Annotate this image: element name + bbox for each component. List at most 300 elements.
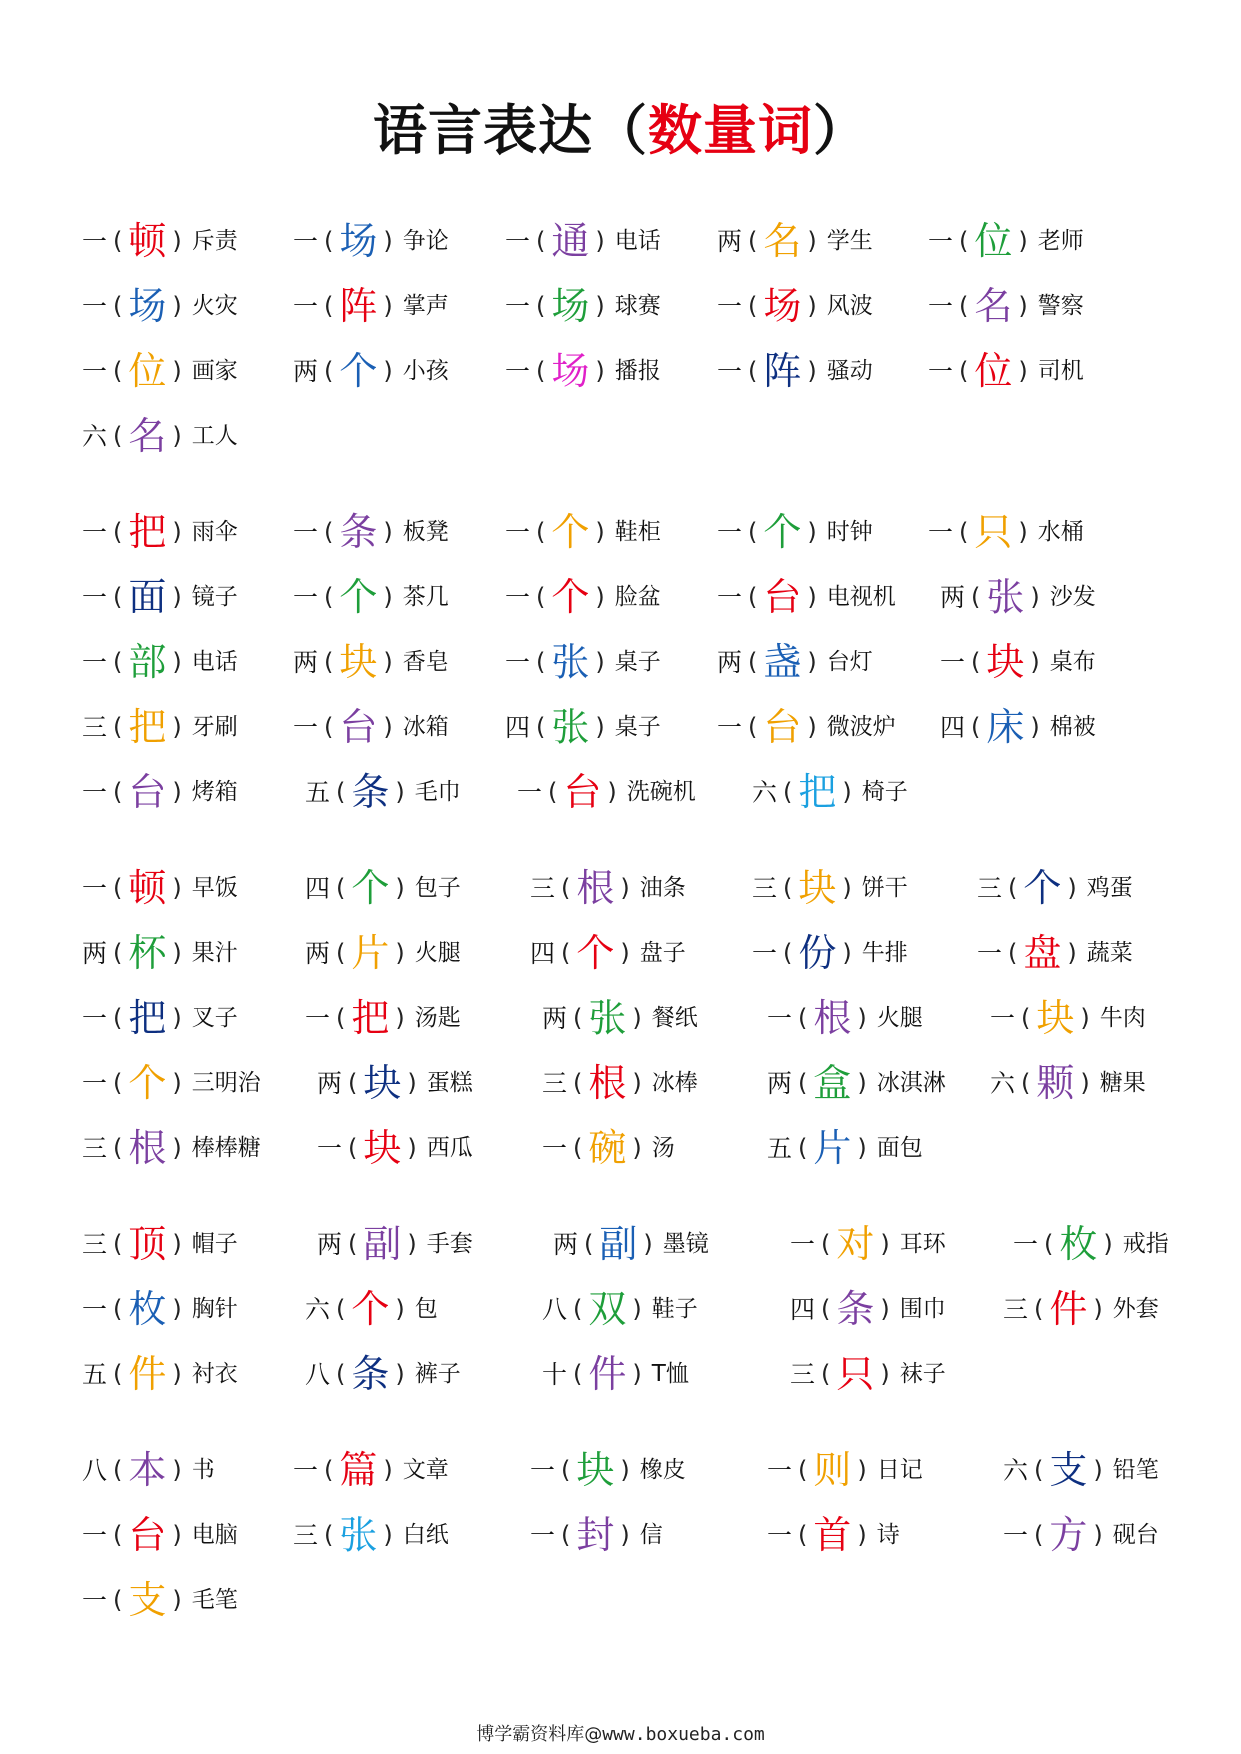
numeral: 两: [767, 1068, 793, 1098]
measure-word: 件: [1049, 1287, 1088, 1331]
measure-word: 条: [351, 1352, 390, 1396]
left-paren: (: [113, 713, 123, 741]
numeral: 一: [717, 712, 743, 742]
left-paren: (: [536, 227, 546, 255]
measure-word-entry: [82, 699, 238, 755]
footer-label: 博学霸资料库@: [476, 1724, 603, 1745]
numeral: 一: [940, 647, 966, 677]
measure-word-entry: [717, 343, 873, 399]
left-paren: (: [536, 648, 546, 676]
right-paren: ): [172, 518, 182, 546]
measure-word: 只: [974, 510, 1013, 554]
measure-word-entry: [505, 504, 661, 560]
left-paren: (: [573, 1134, 583, 1162]
left-paren: (: [971, 648, 981, 676]
numeral: 五: [82, 1359, 108, 1389]
noun: 外套: [1112, 1295, 1159, 1322]
noun: 信: [639, 1521, 663, 1548]
noun: 墨镜: [662, 1230, 709, 1257]
measure-word-entry: [82, 1281, 238, 1337]
left-paren: (: [748, 292, 758, 320]
measure-word: 件: [128, 1352, 167, 1396]
noun: 学生: [826, 227, 873, 254]
measure-word-entry: [990, 990, 1146, 1046]
noun: 鸡蛋: [1086, 874, 1133, 901]
measure-word-entry: [542, 1346, 689, 1402]
left-paren: (: [113, 1069, 123, 1097]
numeral: 一: [928, 226, 954, 256]
numeral: 一: [717, 517, 743, 547]
left-paren: (: [748, 583, 758, 611]
measure-word-entry: [977, 925, 1133, 981]
numeral: 一: [293, 582, 319, 612]
numeral: 一: [82, 1294, 108, 1324]
noun: 袜子: [899, 1360, 946, 1387]
right-paren: ): [595, 227, 605, 255]
measure-word: 把: [128, 996, 167, 1040]
measure-word: 通: [551, 219, 590, 263]
left-paren: (: [113, 357, 123, 385]
noun: 司机: [1037, 357, 1084, 384]
measure-word: 面: [128, 575, 167, 619]
noun: 鞋子: [651, 1295, 698, 1322]
measure-word: 块: [339, 640, 378, 684]
measure-word-entry: [82, 1507, 238, 1563]
left-paren: (: [1034, 1521, 1044, 1549]
numeral: 一: [505, 226, 531, 256]
right-paren: ): [172, 422, 182, 450]
right-paren: ): [880, 1295, 890, 1323]
measure-word: 台: [339, 705, 378, 749]
numeral: 四: [505, 712, 531, 742]
measure-word: 顶: [128, 1222, 167, 1266]
right-paren: ): [395, 874, 405, 902]
noun: 橡皮: [639, 1456, 686, 1483]
left-paren: (: [798, 1521, 808, 1549]
right-paren: ): [407, 1230, 417, 1258]
right-paren: ): [1093, 1521, 1103, 1549]
numeral: 一: [82, 873, 108, 903]
numeral: 三: [293, 1520, 319, 1550]
numeral: 三: [82, 1229, 108, 1259]
numeral: 三: [82, 712, 108, 742]
left-paren: (: [821, 1360, 831, 1388]
measure-word-entry: [305, 860, 461, 916]
noun: 警察: [1037, 292, 1084, 319]
measure-word: 副: [599, 1222, 638, 1266]
numeral: 一: [293, 1455, 319, 1485]
noun: 掌声: [402, 292, 449, 319]
measure-word-entry: [82, 1442, 215, 1498]
measure-word-entry: [82, 764, 238, 820]
noun: 餐纸: [651, 1004, 698, 1031]
measure-word-entry: [1003, 1507, 1159, 1563]
right-paren: ): [1067, 874, 1077, 902]
left-paren: (: [113, 1521, 123, 1549]
measure-word: 枚: [1059, 1222, 1098, 1266]
left-paren: (: [1034, 1295, 1044, 1323]
measure-word-entry: [767, 1055, 946, 1111]
noun: 包子: [414, 874, 461, 901]
measure-word-entry: [542, 1281, 698, 1337]
left-paren: (: [561, 874, 571, 902]
right-paren: ): [643, 1230, 653, 1258]
right-paren: ): [407, 1134, 417, 1162]
measure-word: 片: [813, 1126, 852, 1170]
measure-word-entry: [82, 504, 238, 560]
measure-word: 张: [588, 996, 627, 1040]
noun: 诗: [876, 1521, 900, 1548]
numeral: 三: [530, 873, 556, 903]
left-paren: (: [113, 874, 123, 902]
numeral: 一: [293, 291, 319, 321]
right-paren: ): [842, 874, 852, 902]
numeral: 六: [82, 421, 108, 451]
noun: T恤: [651, 1360, 689, 1387]
right-paren: ): [172, 1456, 182, 1484]
right-paren: ): [595, 292, 605, 320]
right-paren: ): [383, 292, 393, 320]
left-paren: (: [113, 1134, 123, 1162]
right-paren: ): [383, 518, 393, 546]
numeral: 两: [717, 647, 743, 677]
measure-word: 只: [836, 1352, 875, 1396]
numeral: 两: [293, 647, 319, 677]
numeral: 一: [305, 1003, 331, 1033]
numeral: 六: [990, 1068, 1016, 1098]
title-suffix: ）: [813, 99, 868, 162]
right-paren: ): [632, 1069, 642, 1097]
measure-word: 个: [551, 510, 590, 554]
numeral: 一: [977, 938, 1003, 968]
measure-word: 杯: [128, 931, 167, 975]
measure-word: 阵: [763, 349, 802, 393]
measure-word: 颗: [1036, 1061, 1075, 1105]
measure-word-entry: [505, 634, 661, 690]
left-paren: (: [748, 518, 758, 546]
measure-word: 双: [588, 1287, 627, 1331]
numeral: 四: [790, 1294, 816, 1324]
right-paren: ): [383, 648, 393, 676]
numeral: 一: [82, 647, 108, 677]
numeral: 五: [305, 777, 331, 807]
measure-word: 个: [351, 866, 390, 910]
noun: 戒指: [1122, 1230, 1169, 1257]
right-paren: ): [395, 939, 405, 967]
noun: 洗碗机: [626, 778, 696, 805]
measure-word: 阵: [339, 284, 378, 328]
measure-word: 对: [836, 1222, 875, 1266]
right-paren: ): [807, 583, 817, 611]
noun: 板凳: [402, 518, 449, 545]
measure-word: 台: [128, 1513, 167, 1557]
right-paren: ): [1067, 939, 1077, 967]
noun: 风波: [826, 292, 873, 319]
numeral: 三: [82, 1133, 108, 1163]
noun: 糖果: [1099, 1069, 1146, 1096]
numeral: 两: [542, 1003, 568, 1033]
measure-word-entry: [790, 1346, 946, 1402]
measure-word: 盏: [763, 640, 802, 684]
left-paren: (: [113, 778, 123, 806]
numeral: 一: [717, 356, 743, 386]
measure-word: 盒: [813, 1061, 852, 1105]
measure-word-entry: [82, 1572, 238, 1628]
measure-word-entry: [305, 1281, 438, 1337]
measure-word-entry: [82, 343, 238, 399]
left-paren: (: [783, 874, 793, 902]
numeral: 三: [752, 873, 778, 903]
right-paren: ): [172, 227, 182, 255]
noun: 牙刷: [191, 713, 238, 740]
left-paren: (: [113, 939, 123, 967]
numeral: 一: [317, 1133, 343, 1163]
noun: 早饭: [191, 874, 238, 901]
numeral: 三: [1003, 1294, 1029, 1324]
numeral: 八: [305, 1359, 331, 1389]
measure-word-entry: [542, 1055, 698, 1111]
measure-word: 支: [1049, 1448, 1088, 1492]
measure-word: 位: [974, 349, 1013, 393]
right-paren: ): [632, 1360, 642, 1388]
left-paren: (: [336, 1295, 346, 1323]
left-paren: (: [348, 1069, 358, 1097]
noun: 围巾: [899, 1295, 946, 1322]
left-paren: (: [113, 292, 123, 320]
right-paren: ): [172, 874, 182, 902]
left-paren: (: [971, 713, 981, 741]
measure-word-entry: [82, 1055, 261, 1111]
noun: 电话: [191, 648, 238, 675]
left-paren: (: [113, 1456, 123, 1484]
numeral: 一: [293, 517, 319, 547]
measure-word: 件: [588, 1352, 627, 1396]
right-paren: ): [383, 357, 393, 385]
right-paren: ): [595, 583, 605, 611]
left-paren: (: [573, 1069, 583, 1097]
right-paren: ): [1018, 227, 1028, 255]
left-paren: (: [798, 1069, 808, 1097]
noun: 饼干: [861, 874, 908, 901]
noun: 时钟: [826, 518, 873, 545]
measure-word: 台: [763, 575, 802, 619]
right-paren: ): [620, 939, 630, 967]
left-paren: (: [336, 939, 346, 967]
measure-word-entry: [293, 634, 449, 690]
right-paren: ): [172, 648, 182, 676]
noun: 衬衣: [191, 1360, 238, 1387]
measure-word-entry: [940, 699, 1096, 755]
right-paren: ): [807, 518, 817, 546]
left-paren: (: [821, 1230, 831, 1258]
right-paren: ): [395, 1295, 405, 1323]
numeral: 一: [293, 226, 319, 256]
measure-word-entry: [305, 925, 461, 981]
left-paren: (: [336, 874, 346, 902]
right-paren: ): [172, 1069, 182, 1097]
right-paren: ): [1030, 713, 1040, 741]
measure-word: 位: [128, 349, 167, 393]
numeral: 一: [82, 226, 108, 256]
measure-word-entry: [82, 990, 238, 1046]
numeral: 一: [82, 582, 108, 612]
measure-word-entry: [530, 925, 686, 981]
numeral: 一: [82, 1585, 108, 1615]
left-paren: (: [584, 1230, 594, 1258]
right-paren: ): [172, 1521, 182, 1549]
measure-word-entry: [542, 1120, 675, 1176]
left-paren: (: [113, 422, 123, 450]
left-paren: (: [348, 1230, 358, 1258]
measure-word-entry: [752, 860, 908, 916]
measure-word: 张: [986, 575, 1025, 619]
noun: 叉子: [191, 1004, 238, 1031]
left-paren: (: [573, 1004, 583, 1032]
noun: 火腿: [876, 1004, 923, 1031]
right-paren: ): [395, 1004, 405, 1032]
right-paren: ): [1018, 292, 1028, 320]
noun: 毛巾: [414, 778, 461, 805]
measure-word-entry: [790, 1281, 946, 1337]
measure-word-entry: [293, 278, 449, 334]
left-paren: (: [1034, 1456, 1044, 1484]
measure-word-entry: [928, 213, 1084, 269]
noun: 桌子: [614, 648, 661, 675]
measure-word-entry: [317, 1055, 473, 1111]
numeral: 一: [505, 647, 531, 677]
noun: 脸盆: [614, 583, 661, 610]
measure-word: 个: [339, 575, 378, 619]
measure-word: 个: [763, 510, 802, 554]
numeral: 两: [305, 938, 331, 968]
left-paren: (: [959, 518, 969, 546]
measure-word: 条: [351, 770, 390, 814]
right-paren: ): [857, 1521, 867, 1549]
measure-word: 场: [551, 349, 590, 393]
noun: 耳环: [899, 1230, 946, 1257]
measure-word-entry: [553, 1216, 709, 1272]
left-paren: (: [1044, 1230, 1054, 1258]
noun: 雨伞: [191, 518, 238, 545]
left-paren: (: [113, 227, 123, 255]
numeral: 一: [530, 1520, 556, 1550]
right-paren: ): [632, 1134, 642, 1162]
left-paren: (: [113, 518, 123, 546]
right-paren: ): [383, 583, 393, 611]
measure-word: 盘: [1023, 931, 1062, 975]
right-paren: ): [595, 648, 605, 676]
left-paren: (: [113, 1586, 123, 1614]
left-paren: (: [536, 713, 546, 741]
right-paren: ): [172, 357, 182, 385]
left-paren: (: [113, 1230, 123, 1258]
numeral: 一: [717, 582, 743, 612]
left-paren: (: [1008, 874, 1018, 902]
measure-word: 根: [576, 866, 615, 910]
measure-word: 首: [813, 1513, 852, 1557]
right-paren: ): [172, 1360, 182, 1388]
measure-word-entry: [940, 634, 1096, 690]
measure-word: 根: [128, 1126, 167, 1170]
measure-word-entry: [767, 990, 923, 1046]
measure-word: 张: [551, 640, 590, 684]
measure-word: 块: [363, 1126, 402, 1170]
noun: 电视机: [826, 583, 896, 610]
left-paren: (: [798, 1004, 808, 1032]
measure-word-entry: [752, 925, 908, 981]
left-paren: (: [536, 292, 546, 320]
measure-word: 片: [351, 931, 390, 975]
right-paren: ): [620, 874, 630, 902]
noun: 小孩: [402, 357, 449, 384]
left-paren: (: [959, 357, 969, 385]
right-paren: ): [1018, 518, 1028, 546]
right-paren: ): [172, 1004, 182, 1032]
left-paren: (: [959, 292, 969, 320]
left-paren: (: [561, 1456, 571, 1484]
noun: 桌子: [614, 713, 661, 740]
left-paren: (: [748, 713, 758, 741]
left-paren: (: [113, 1360, 123, 1388]
noun: 果汁: [191, 939, 238, 966]
right-paren: ): [632, 1295, 642, 1323]
right-paren: ): [632, 1004, 642, 1032]
noun: 牛排: [861, 939, 908, 966]
measure-word: 副: [363, 1222, 402, 1266]
measure-word: 枚: [128, 1287, 167, 1331]
measure-word: 顿: [128, 866, 167, 910]
noun: 电脑: [191, 1521, 238, 1548]
measure-word-entry: [293, 699, 449, 755]
right-paren: ): [880, 1360, 890, 1388]
left-paren: (: [324, 357, 334, 385]
measure-word: 名: [128, 414, 167, 458]
left-paren: (: [971, 583, 981, 611]
right-paren: ): [1018, 357, 1028, 385]
noun: 电话: [614, 227, 661, 254]
left-paren: (: [821, 1295, 831, 1323]
right-paren: ): [595, 713, 605, 741]
measure-word-entry: [293, 1442, 449, 1498]
right-paren: ): [595, 518, 605, 546]
left-paren: (: [336, 1360, 346, 1388]
measure-word-entry: [542, 990, 698, 1046]
measure-word: 块: [363, 1061, 402, 1105]
noun: 茶几: [402, 583, 449, 610]
right-paren: ): [1103, 1230, 1113, 1258]
numeral: 一: [82, 777, 108, 807]
measure-word: 名: [974, 284, 1013, 328]
left-paren: (: [548, 778, 558, 806]
numeral: 一: [767, 1455, 793, 1485]
noun: 棒棒糖: [191, 1134, 261, 1161]
measure-word-entry: [305, 764, 461, 820]
measure-word-entry: [82, 213, 238, 269]
measure-word: 个: [551, 575, 590, 619]
numeral: 一: [928, 291, 954, 321]
left-paren: (: [573, 1295, 583, 1323]
noun: 手套: [426, 1230, 473, 1257]
measure-word-entry: [517, 764, 696, 820]
left-paren: (: [536, 357, 546, 385]
left-paren: (: [113, 1004, 123, 1032]
noun: 毛笔: [191, 1586, 238, 1613]
right-paren: ): [172, 1134, 182, 1162]
noun: 书: [191, 1456, 215, 1483]
noun: 三明治: [191, 1069, 261, 1096]
measure-word: 台: [128, 770, 167, 814]
left-paren: (: [324, 713, 334, 741]
